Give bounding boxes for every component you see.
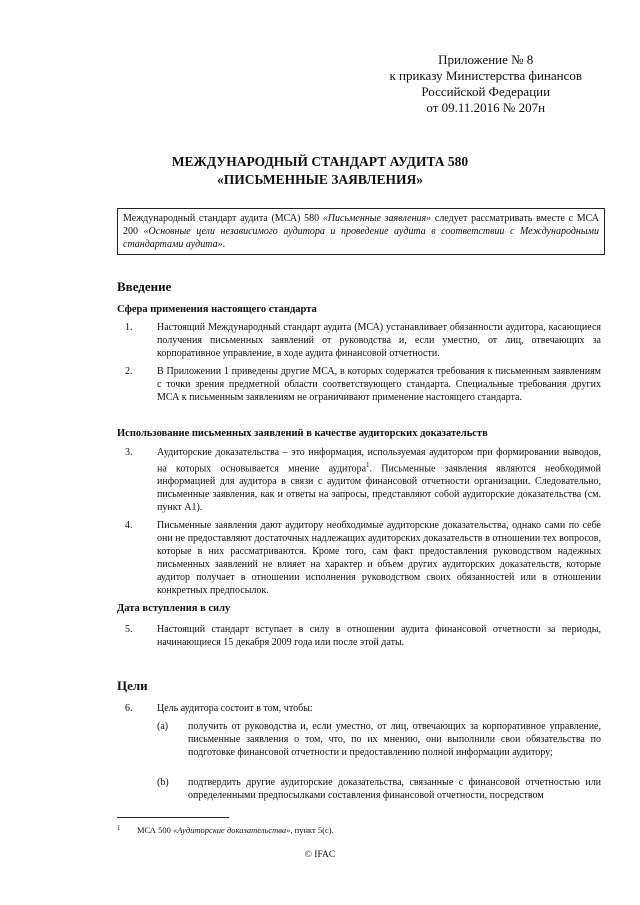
paragraph-6 — [117, 702, 601, 715]
paragraph-text-part: . Письменные заявления являются необходимой информацией для аудитора в связи с аудитом финансовой отчетности организации. Следовательно, письменные заявления, как и ответы на запросы, представляют собой аудиторские доказательства (см. пункт A1). — [157, 463, 602, 514]
footnote-number: 1 — [117, 824, 121, 832]
subparagraph-label: (a) — [157, 721, 169, 732]
appendix-line: к приказу Министерства финансов — [389, 68, 582, 83]
paragraph-text: Настоящий стандарт вступает в силу в отношении аудита финансовой отчетности за периоды, начинающиеся 15 декабря 2009 года или после этой даты. — [157, 624, 601, 648]
title-line: «ПИСЬМЕННЫЕ ЗАЯВЛЕНИЯ» — [217, 172, 423, 187]
paragraph-1 — [117, 321, 601, 360]
note-text: Международный стандарт аудита (МСА) 580 — [123, 213, 323, 224]
paragraph-3 — [117, 446, 601, 514]
subheading-effective-date: Дата вступления в силу — [117, 603, 231, 614]
paragraph-number: 6. — [125, 703, 133, 714]
footnote-text-part: , пункт 5(с). — [290, 825, 334, 835]
appendix-line: Российской Федерации — [421, 84, 551, 99]
subparagraph-6b — [157, 776, 601, 802]
paragraph-2 — [117, 365, 601, 404]
paragraph-number: 4. — [125, 520, 133, 531]
subheading-usage: Использование письменных заявлений в качестве аудиторских доказательств — [117, 428, 488, 439]
paragraph-number: 2. — [125, 366, 133, 377]
paragraph-text: В Приложении 1 приведены другие МСА, в которых содержатся требования к письменным заявлениям с точки зрения предметной области соответствующего стандарта. Специальные требования других МСА к письменным заявлениям не ограничивают применение настоящего стандарта. — [157, 366, 601, 403]
footnote-divider — [117, 817, 229, 818]
subheading-scope: Сфера применения настоящего стандарта — [117, 304, 317, 315]
copyright-notice: © IFAC — [304, 850, 336, 860]
paragraph-number: 5. — [125, 624, 133, 635]
paragraph-number: 1. — [125, 322, 133, 333]
subparagraph-6a — [157, 720, 601, 759]
appendix-line: от 09.11.2016 № 207н — [426, 100, 546, 115]
title-line: МЕЖДУНАРОДНЫЙ СТАНДАРТ АУДИТА 580 — [171, 154, 469, 169]
footnote — [117, 825, 334, 835]
appendix-header — [389, 52, 582, 116]
note-italic: «Основные цели независимого аудитора и проведение аудита в соответствии с Международными стандартами аудита» — [123, 226, 600, 250]
paragraph-text: Письменные заявления дают аудитору необходимые аудиторские доказательства, однако сами по себе они не предоставляют достаточных надлежащих аудиторских доказательств в отношении тех вопросов, которые в них рассматриваются. Кроме того, сам факт предоставления руководством надежных письменных заявлений не влияет на характер и объем других аудиторских доказательств, которые аудитор получает в отношении исполнения руководством своих обязанностей или в отношении конкретных предпосылок. — [157, 520, 601, 596]
footnote-reference: 1 — [366, 461, 370, 469]
paragraph-text — [157, 446, 601, 514]
footnote-text-part: МСА 500 — [137, 825, 173, 835]
footnote-text — [137, 825, 334, 835]
paragraph-text-part: Аудиторские доказательства – это информация, используемая аудитором при формировании выводов, на которых основывается мнение аудитора — [157, 447, 601, 475]
document-title — [0, 153, 640, 189]
appendix-line: Приложение № 8 — [438, 52, 534, 67]
note-text: следует рассматривать вместе с МСА 200 — [123, 213, 599, 237]
subparagraph-text: получить от руководства и, если уместно, от лиц, отвечающих за корпоративное управление, письменные заявления о том, что, по их мнению, они выполнили свои обязательства по подготовке финансовой отчетности и предоставлению полной информации аудитору; — [188, 721, 601, 758]
subparagraph-text: подтвердить другие аудиторские доказательства, связанные с финансовой отчетностью или определенными предпосылками составления финансовой отчетности, посредством — [188, 777, 601, 801]
paragraph-4 — [117, 519, 601, 597]
boxed-note — [117, 208, 605, 255]
section-heading-intro: Введение — [117, 279, 172, 294]
paragraph-text: Цель аудитора состоит в том, чтобы: — [157, 703, 313, 714]
section-heading-objectives: Цели — [117, 678, 148, 693]
note-text: . — [222, 239, 226, 250]
paragraph-text: Настоящий Международный стандарт аудита (МСА) устанавливает обязанности аудитора, касающиеся получения письменных заявлений от руководства и, если уместно, от лиц, отвечающих за корпоративное управление, в ходе аудита финансовой отчетности. — [157, 322, 601, 359]
note-italic: «Письменные заявления» — [322, 213, 432, 224]
subparagraph-label: (b) — [157, 777, 169, 788]
paragraph-number: 3. — [125, 447, 133, 458]
footnote-italic: «Аудиторские доказательства» — [172, 825, 291, 835]
paragraph-5 — [117, 623, 601, 649]
